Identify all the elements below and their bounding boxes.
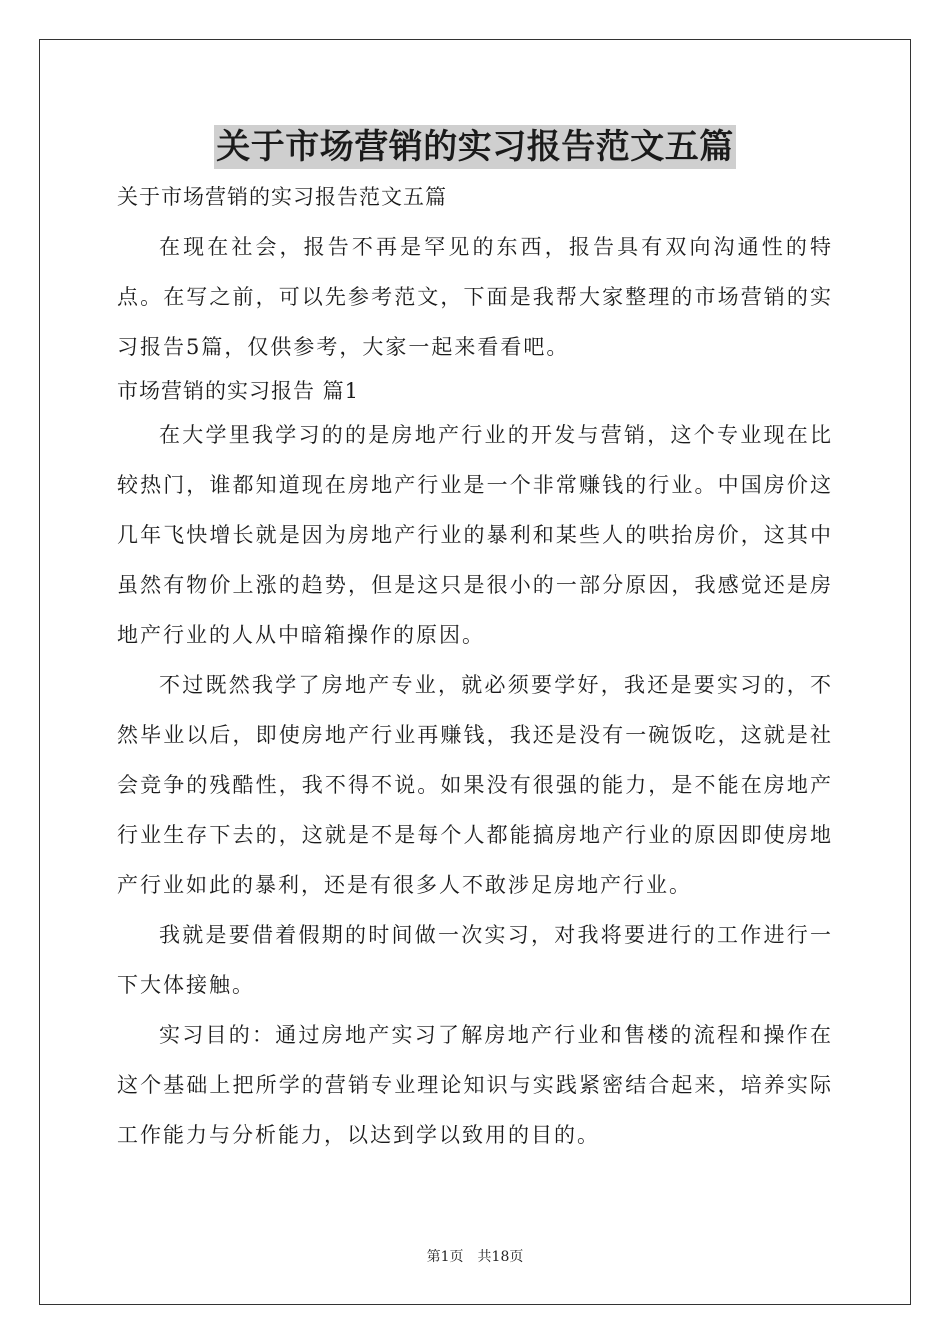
body-paragraph-1: 在大学里我学习的的是房地产行业的开发与营销，这个专业现在比较热门，谁都知道现在房地产行业是一个非常赚钱的行业。中国房价这几年飞快增长就是因为房地产行业的暴利和某些人的哄抬房价，这其中虽然有物价上涨的趋势，但是这只是很小的一部分原因，我感觉还是房地产行业的人从中暗箱操作的原因。: [117, 423, 833, 647]
document-body: [117, 125, 833, 1160]
body-paragraph-3: 我就是要借着假期的时间做一次实习，对我将要进行的工作进行一下大体接触。: [117, 923, 833, 997]
intro-paragraph: 在现在社会，报告不再是罕见的东西，报告具有双向沟通性的特点。在写之前，可以先参考范文，下面是我帮大家整理的市场营销的实习报告5篇，仅供参考，大家一起来看看吧。: [117, 235, 833, 359]
document-subtitle: 关于市场营销的实习报告范文五篇: [117, 185, 447, 209]
section-heading: 市场营销的实习报告 篇1: [117, 379, 360, 403]
document-title: 关于市场营销的实习报告范文五篇: [216, 127, 734, 167]
body-paragraph-4: 实习目的：通过房地产实习了解房地产行业和售楼的流程和操作在这个基础上把所学的营销专业理论知识与实践紧密结合起来，培养实际工作能力与分析能力，以达到学以致用的目的。: [117, 1023, 833, 1147]
body-paragraph-2: 不过既然我学了房地产专业，就必须要学好，我还是要实习的，不然毕业以后，即使房地产行业再赚钱，我还是没有一碗饭吃，这就是社会竞争的残酷性，我不得不说。如果没有很强的能力，是不能在房地产行业生存下去的，这就是不是每个人都能搞房地产行业的原因即使房地产行业如此的暴利，还是有很多人不敢涉足房地产行业。: [117, 673, 833, 897]
title-wrapper: [117, 125, 833, 169]
page-footer: 第1页 共18页: [426, 1249, 524, 1265]
